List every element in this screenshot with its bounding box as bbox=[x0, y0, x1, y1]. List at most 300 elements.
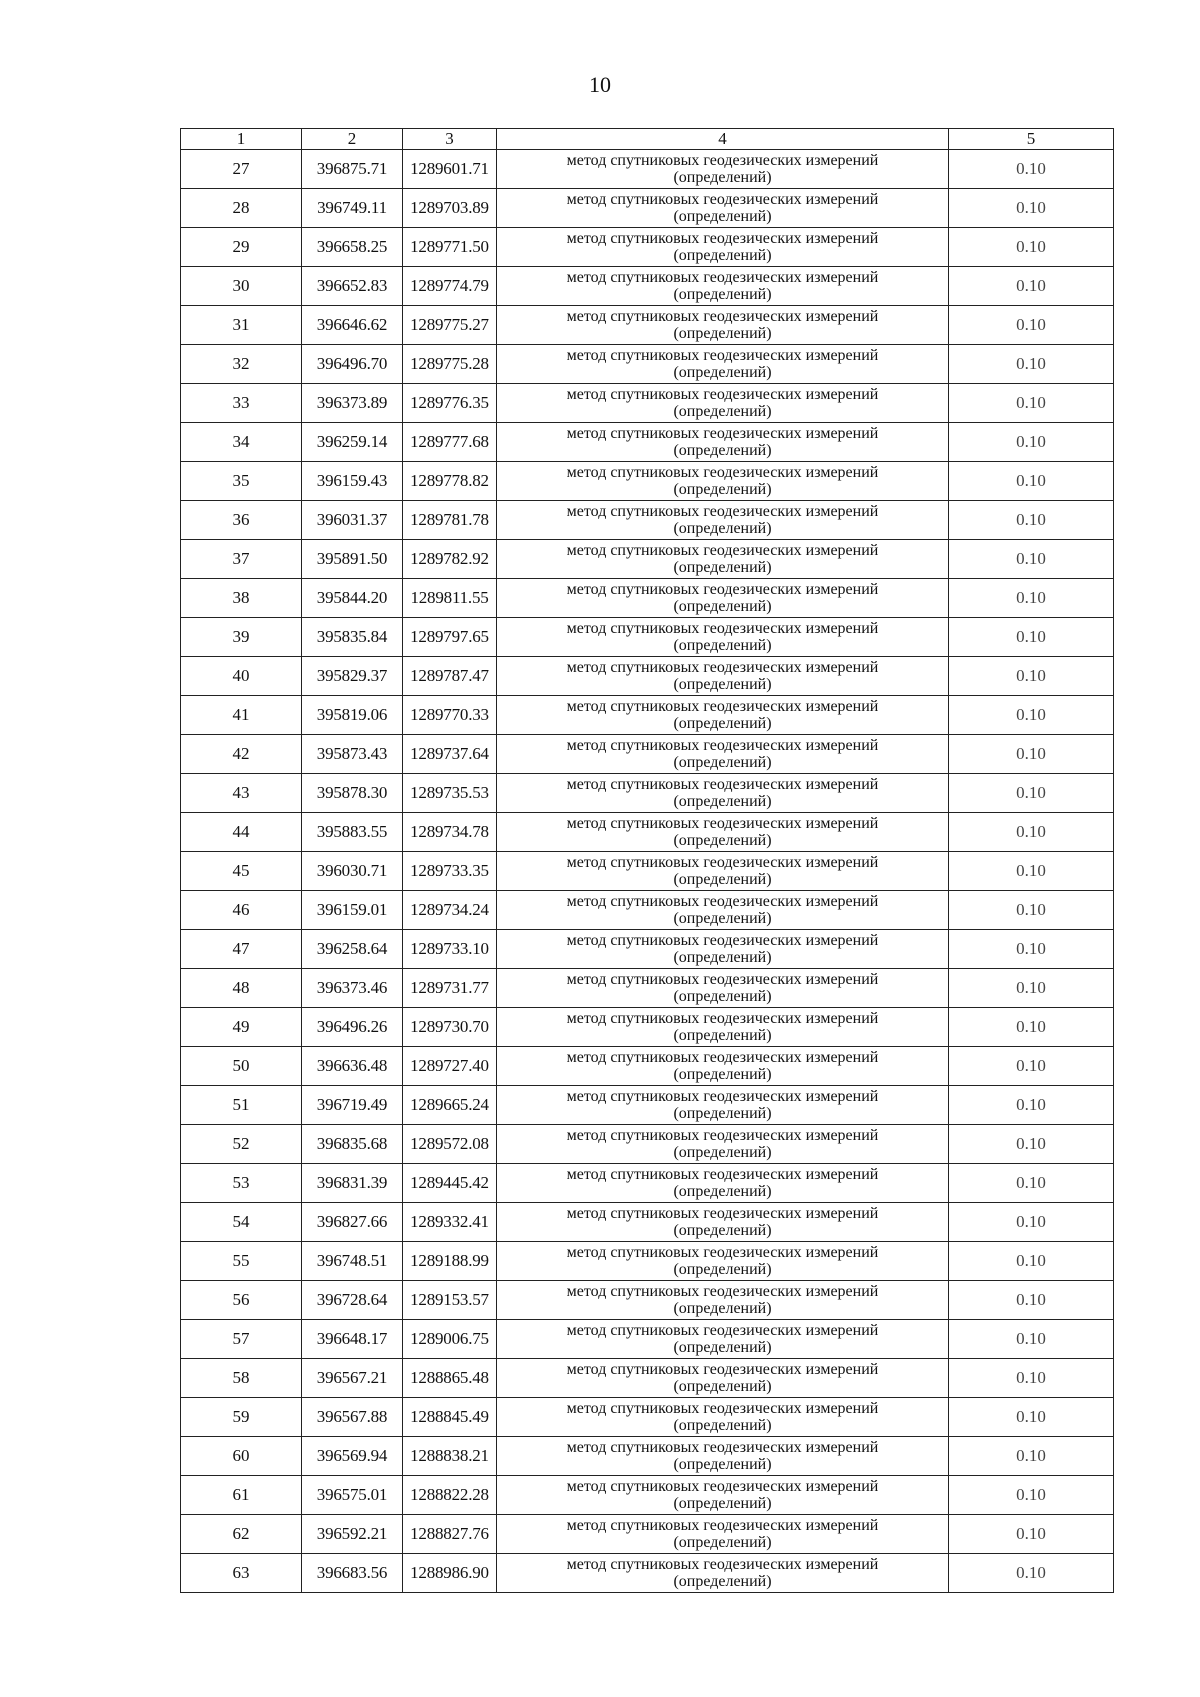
x-coordinate-cell: 396835.68 bbox=[302, 1125, 403, 1164]
method-text-line-1: метод спутниковых геодезических измерений bbox=[566, 581, 879, 598]
x-coordinate-cell: 396728.64 bbox=[302, 1281, 403, 1320]
method-text-line-1: метод спутниковых геодезических измерений bbox=[566, 503, 879, 520]
x-coordinate-cell: 396259.14 bbox=[302, 423, 403, 462]
point-number-cell: 38 bbox=[181, 579, 302, 618]
method-text-line-2: (определений) bbox=[673, 598, 772, 615]
method-text-line-1: метод спутниковых геодезических измерений bbox=[566, 1322, 879, 1339]
y-coordinate-cell: 1289737.64 bbox=[403, 735, 497, 774]
header-row bbox=[181, 129, 1114, 150]
method-text-line-2: (определений) bbox=[673, 1105, 772, 1122]
accuracy-value-cell: 0.10 bbox=[949, 1515, 1114, 1554]
accuracy-value-cell: 0.10 bbox=[949, 150, 1114, 189]
x-coordinate-cell: 395819.06 bbox=[302, 696, 403, 735]
x-coordinate-cell: 396636.48 bbox=[302, 1047, 403, 1086]
method-text-line-1: метод спутниковых геодезических измерений bbox=[566, 815, 879, 832]
x-coordinate-cell: 396373.46 bbox=[302, 969, 403, 1008]
accuracy-value-cell: 0.10 bbox=[949, 930, 1114, 969]
method-cell bbox=[497, 423, 949, 462]
method-text-line-2: (определений) bbox=[673, 1339, 772, 1356]
table-row bbox=[181, 1164, 1114, 1203]
y-coordinate-cell: 1289778.82 bbox=[403, 462, 497, 501]
table-header bbox=[181, 129, 1114, 150]
method-text-line-2: (определений) bbox=[673, 1300, 772, 1317]
accuracy-value-cell: 0.10 bbox=[949, 1008, 1114, 1047]
method-text-line-1: метод спутниковых геодезических измерений bbox=[566, 347, 879, 364]
accuracy-value-cell: 0.10 bbox=[949, 384, 1114, 423]
x-coordinate-cell: 395829.37 bbox=[302, 657, 403, 696]
table-row bbox=[181, 1008, 1114, 1047]
method-text-line-1: метод спутниковых геодезических измерений bbox=[566, 152, 879, 169]
table-row bbox=[181, 891, 1114, 930]
x-coordinate-cell: 395883.55 bbox=[302, 813, 403, 852]
point-number-cell: 40 bbox=[181, 657, 302, 696]
x-coordinate-cell: 396159.01 bbox=[302, 891, 403, 930]
method-text-line-1: метод спутниковых геодезических измерений bbox=[566, 464, 879, 481]
method-text-line-2: (определений) bbox=[673, 988, 772, 1005]
method-text-line-1: метод спутниковых геодезических измерений bbox=[566, 854, 879, 871]
method-text-line-1: метод спутниковых геодезических измерений bbox=[566, 308, 879, 325]
method-text-line-1: метод спутниковых геодезических измерений bbox=[566, 932, 879, 949]
point-number-cell: 44 bbox=[181, 813, 302, 852]
point-number-cell: 51 bbox=[181, 1086, 302, 1125]
method-cell bbox=[497, 1086, 949, 1125]
table-row bbox=[181, 657, 1114, 696]
method-text-line-2: (определений) bbox=[673, 559, 772, 576]
table-row bbox=[181, 1242, 1114, 1281]
method-text-line-2: (определений) bbox=[673, 481, 772, 498]
table-row bbox=[181, 1320, 1114, 1359]
method-cell bbox=[497, 540, 949, 579]
method-cell bbox=[497, 1164, 949, 1203]
point-number-cell: 53 bbox=[181, 1164, 302, 1203]
method-text-line-1: метод спутниковых геодезических измерений bbox=[566, 1127, 879, 1144]
table-row bbox=[181, 852, 1114, 891]
y-coordinate-cell: 1289787.47 bbox=[403, 657, 497, 696]
accuracy-value-cell: 0.10 bbox=[949, 306, 1114, 345]
method-cell bbox=[497, 1398, 949, 1437]
method-text-line-1: метод спутниковых геодезических измерений bbox=[566, 1478, 879, 1495]
x-coordinate-cell: 396648.17 bbox=[302, 1320, 403, 1359]
accuracy-value-cell: 0.10 bbox=[949, 1281, 1114, 1320]
x-coordinate-cell: 396683.56 bbox=[302, 1554, 403, 1593]
method-cell bbox=[497, 1281, 949, 1320]
x-coordinate-cell: 396373.89 bbox=[302, 384, 403, 423]
table-row bbox=[181, 930, 1114, 969]
x-coordinate-cell: 395878.30 bbox=[302, 774, 403, 813]
x-coordinate-cell: 396719.49 bbox=[302, 1086, 403, 1125]
point-number-cell: 63 bbox=[181, 1554, 302, 1593]
method-cell bbox=[497, 1242, 949, 1281]
accuracy-value-cell: 0.10 bbox=[949, 735, 1114, 774]
point-number-cell: 33 bbox=[181, 384, 302, 423]
method-text-line-2: (определений) bbox=[673, 715, 772, 732]
point-number-cell: 62 bbox=[181, 1515, 302, 1554]
method-cell bbox=[497, 345, 949, 384]
method-cell bbox=[497, 462, 949, 501]
point-number-cell: 54 bbox=[181, 1203, 302, 1242]
y-coordinate-cell: 1289770.33 bbox=[403, 696, 497, 735]
column-header-2: 2 bbox=[302, 129, 403, 150]
method-cell bbox=[497, 501, 949, 540]
method-cell bbox=[497, 1476, 949, 1515]
y-coordinate-cell: 1288822.28 bbox=[403, 1476, 497, 1515]
method-text-line-1: метод спутниковых геодезических измерений bbox=[566, 1088, 879, 1105]
y-coordinate-cell: 1288865.48 bbox=[403, 1359, 497, 1398]
accuracy-value-cell: 0.10 bbox=[949, 1203, 1114, 1242]
y-coordinate-cell: 1289782.92 bbox=[403, 540, 497, 579]
table-row bbox=[181, 1203, 1114, 1242]
accuracy-value-cell: 0.10 bbox=[949, 1554, 1114, 1593]
y-coordinate-cell: 1289727.40 bbox=[403, 1047, 497, 1086]
accuracy-value-cell: 0.10 bbox=[949, 423, 1114, 462]
method-text-line-2: (определений) bbox=[673, 208, 772, 225]
x-coordinate-cell: 396827.66 bbox=[302, 1203, 403, 1242]
point-number-cell: 50 bbox=[181, 1047, 302, 1086]
method-text-line-1: метод спутниковых геодезических измерений bbox=[566, 542, 879, 559]
method-text-line-2: (определений) bbox=[673, 832, 772, 849]
point-number-cell: 31 bbox=[181, 306, 302, 345]
table-row bbox=[181, 735, 1114, 774]
y-coordinate-cell: 1288986.90 bbox=[403, 1554, 497, 1593]
table-row bbox=[181, 1515, 1114, 1554]
y-coordinate-cell: 1288838.21 bbox=[403, 1437, 497, 1476]
method-text-line-1: метод спутниковых геодезических измерений bbox=[566, 1205, 879, 1222]
point-number-cell: 49 bbox=[181, 1008, 302, 1047]
point-number-cell: 48 bbox=[181, 969, 302, 1008]
method-cell bbox=[497, 891, 949, 930]
table-row bbox=[181, 579, 1114, 618]
table-row bbox=[181, 1359, 1114, 1398]
accuracy-value-cell: 0.10 bbox=[949, 774, 1114, 813]
y-coordinate-cell: 1289734.24 bbox=[403, 891, 497, 930]
x-coordinate-cell: 396031.37 bbox=[302, 501, 403, 540]
method-text-line-2: (определений) bbox=[673, 364, 772, 381]
y-coordinate-cell: 1289797.65 bbox=[403, 618, 497, 657]
x-coordinate-cell: 396258.64 bbox=[302, 930, 403, 969]
method-text-line-1: метод спутниковых геодезических измерений bbox=[566, 230, 879, 247]
accuracy-value-cell: 0.10 bbox=[949, 1359, 1114, 1398]
accuracy-value-cell: 0.10 bbox=[949, 1437, 1114, 1476]
y-coordinate-cell: 1289006.75 bbox=[403, 1320, 497, 1359]
method-text-line-1: метод спутниковых геодезических измерений bbox=[566, 191, 879, 208]
table-row bbox=[181, 1125, 1114, 1164]
point-number-cell: 46 bbox=[181, 891, 302, 930]
method-text-line-2: (определений) bbox=[673, 1417, 772, 1434]
accuracy-value-cell: 0.10 bbox=[949, 1086, 1114, 1125]
x-coordinate-cell: 396567.88 bbox=[302, 1398, 403, 1437]
column-header-3: 3 bbox=[403, 129, 497, 150]
method-text-line-1: метод спутниковых геодезических измерений bbox=[566, 1361, 879, 1378]
table-row bbox=[181, 423, 1114, 462]
method-text-line-2: (определений) bbox=[673, 1144, 772, 1161]
x-coordinate-cell: 396569.94 bbox=[302, 1437, 403, 1476]
point-number-cell: 60 bbox=[181, 1437, 302, 1476]
method-cell bbox=[497, 1320, 949, 1359]
x-coordinate-cell: 396875.71 bbox=[302, 150, 403, 189]
accuracy-value-cell: 0.10 bbox=[949, 1476, 1114, 1515]
method-text-line-2: (определений) bbox=[673, 1261, 772, 1278]
y-coordinate-cell: 1289332.41 bbox=[403, 1203, 497, 1242]
point-number-cell: 32 bbox=[181, 345, 302, 384]
method-text-line-2: (определений) bbox=[673, 520, 772, 537]
method-text-line-2: (определений) bbox=[673, 793, 772, 810]
point-number-cell: 29 bbox=[181, 228, 302, 267]
accuracy-value-cell: 0.10 bbox=[949, 696, 1114, 735]
accuracy-value-cell: 0.10 bbox=[949, 267, 1114, 306]
method-text-line-1: метод спутниковых геодезических измерений bbox=[566, 1517, 879, 1534]
x-coordinate-cell: 395873.43 bbox=[302, 735, 403, 774]
table-row bbox=[181, 1086, 1114, 1125]
method-text-line-2: (определений) bbox=[673, 1222, 772, 1239]
method-cell bbox=[497, 774, 949, 813]
table-row bbox=[181, 150, 1114, 189]
table-row bbox=[181, 306, 1114, 345]
accuracy-value-cell: 0.10 bbox=[949, 657, 1114, 696]
method-cell bbox=[497, 813, 949, 852]
method-text-line-1: метод спутниковых геодезических измерений bbox=[566, 1439, 879, 1456]
y-coordinate-cell: 1289735.53 bbox=[403, 774, 497, 813]
table-row bbox=[181, 1437, 1114, 1476]
point-number-cell: 42 bbox=[181, 735, 302, 774]
method-cell bbox=[497, 1008, 949, 1047]
table-row bbox=[181, 384, 1114, 423]
x-coordinate-cell: 396030.71 bbox=[302, 852, 403, 891]
column-header-4: 4 bbox=[497, 129, 949, 150]
y-coordinate-cell: 1289811.55 bbox=[403, 579, 497, 618]
y-coordinate-cell: 1289731.77 bbox=[403, 969, 497, 1008]
table-row bbox=[181, 1476, 1114, 1515]
y-coordinate-cell: 1289775.28 bbox=[403, 345, 497, 384]
table-row bbox=[181, 267, 1114, 306]
accuracy-value-cell: 0.10 bbox=[949, 618, 1114, 657]
method-cell bbox=[497, 1047, 949, 1086]
method-cell bbox=[497, 1359, 949, 1398]
method-text-line-1: метод спутниковых геодезических измерений bbox=[566, 737, 879, 754]
method-text-line-1: метод спутниковых геодезических измерений bbox=[566, 1049, 879, 1066]
x-coordinate-cell: 395844.20 bbox=[302, 579, 403, 618]
method-cell bbox=[497, 1203, 949, 1242]
x-coordinate-cell: 396652.83 bbox=[302, 267, 403, 306]
accuracy-value-cell: 0.10 bbox=[949, 462, 1114, 501]
method-text-line-2: (определений) bbox=[673, 325, 772, 342]
accuracy-value-cell: 0.10 bbox=[949, 540, 1114, 579]
method-cell bbox=[497, 1437, 949, 1476]
table-row bbox=[181, 618, 1114, 657]
table-row bbox=[181, 462, 1114, 501]
method-text-line-2: (определений) bbox=[673, 169, 772, 186]
y-coordinate-cell: 1289775.27 bbox=[403, 306, 497, 345]
y-coordinate-cell: 1289188.99 bbox=[403, 1242, 497, 1281]
point-number-cell: 35 bbox=[181, 462, 302, 501]
x-coordinate-cell: 396496.70 bbox=[302, 345, 403, 384]
method-text-line-1: метод спутниковых геодезических измерений bbox=[566, 659, 879, 676]
x-coordinate-cell: 396749.11 bbox=[302, 189, 403, 228]
point-number-cell: 41 bbox=[181, 696, 302, 735]
method-text-line-1: метод спутниковых геодезических измерений bbox=[566, 776, 879, 793]
table-row bbox=[181, 501, 1114, 540]
method-cell bbox=[497, 618, 949, 657]
table-row bbox=[181, 1398, 1114, 1437]
point-number-cell: 27 bbox=[181, 150, 302, 189]
y-coordinate-cell: 1289734.78 bbox=[403, 813, 497, 852]
table-row bbox=[181, 969, 1114, 1008]
point-number-cell: 56 bbox=[181, 1281, 302, 1320]
method-text-line-2: (определений) bbox=[673, 1066, 772, 1083]
method-text-line-2: (определений) bbox=[673, 1456, 772, 1473]
method-text-line-2: (определений) bbox=[673, 754, 772, 771]
accuracy-value-cell: 0.10 bbox=[949, 579, 1114, 618]
accuracy-value-cell: 0.10 bbox=[949, 969, 1114, 1008]
table-row bbox=[181, 540, 1114, 579]
x-coordinate-cell: 396575.01 bbox=[302, 1476, 403, 1515]
x-coordinate-cell: 396748.51 bbox=[302, 1242, 403, 1281]
method-cell bbox=[497, 306, 949, 345]
column-header-5: 5 bbox=[949, 129, 1114, 150]
point-number-cell: 57 bbox=[181, 1320, 302, 1359]
accuracy-value-cell: 0.10 bbox=[949, 1320, 1114, 1359]
method-cell bbox=[497, 150, 949, 189]
method-text-line-2: (определений) bbox=[673, 910, 772, 927]
method-text-line-1: метод спутниковых геодезических измерений bbox=[566, 971, 879, 988]
y-coordinate-cell: 1288845.49 bbox=[403, 1398, 497, 1437]
method-cell bbox=[497, 1515, 949, 1554]
method-text-line-1: метод спутниковых геодезических измерений bbox=[566, 1400, 879, 1417]
x-coordinate-cell: 396592.21 bbox=[302, 1515, 403, 1554]
y-coordinate-cell: 1289776.35 bbox=[403, 384, 497, 423]
method-text-line-1: метод спутниковых геодезических измерений bbox=[566, 269, 879, 286]
x-coordinate-cell: 396159.43 bbox=[302, 462, 403, 501]
method-cell bbox=[497, 852, 949, 891]
method-cell bbox=[497, 735, 949, 774]
method-cell bbox=[497, 579, 949, 618]
method-cell bbox=[497, 1554, 949, 1593]
accuracy-value-cell: 0.10 bbox=[949, 345, 1114, 384]
y-coordinate-cell: 1289777.68 bbox=[403, 423, 497, 462]
accuracy-value-cell: 0.10 bbox=[949, 1164, 1114, 1203]
method-text-line-2: (определений) bbox=[673, 442, 772, 459]
y-coordinate-cell: 1289781.78 bbox=[403, 501, 497, 540]
table-row bbox=[181, 345, 1114, 384]
method-text-line-1: метод спутниковых геодезических измерений bbox=[566, 1166, 879, 1183]
method-text-line-2: (определений) bbox=[673, 1495, 772, 1512]
point-number-cell: 39 bbox=[181, 618, 302, 657]
coordinates-table bbox=[180, 128, 1114, 1593]
method-cell bbox=[497, 930, 949, 969]
method-text-line-2: (определений) bbox=[673, 871, 772, 888]
method-cell bbox=[497, 1125, 949, 1164]
method-text-line-2: (определений) bbox=[673, 403, 772, 420]
method-cell bbox=[497, 228, 949, 267]
method-cell bbox=[497, 969, 949, 1008]
method-cell bbox=[497, 657, 949, 696]
column-header-1: 1 bbox=[181, 129, 302, 150]
method-text-line-2: (определений) bbox=[673, 1027, 772, 1044]
point-number-cell: 45 bbox=[181, 852, 302, 891]
method-text-line-2: (определений) bbox=[673, 286, 772, 303]
x-coordinate-cell: 396496.26 bbox=[302, 1008, 403, 1047]
y-coordinate-cell: 1289771.50 bbox=[403, 228, 497, 267]
table-row bbox=[181, 1047, 1114, 1086]
x-coordinate-cell: 396567.21 bbox=[302, 1359, 403, 1398]
method-text-line-2: (определений) bbox=[673, 1378, 772, 1395]
accuracy-value-cell: 0.10 bbox=[949, 891, 1114, 930]
table-row bbox=[181, 189, 1114, 228]
x-coordinate-cell: 395891.50 bbox=[302, 540, 403, 579]
y-coordinate-cell: 1288827.76 bbox=[403, 1515, 497, 1554]
accuracy-value-cell: 0.10 bbox=[949, 1047, 1114, 1086]
method-text-line-1: метод спутниковых геодезических измерений bbox=[566, 425, 879, 442]
point-number-cell: 43 bbox=[181, 774, 302, 813]
accuracy-value-cell: 0.10 bbox=[949, 501, 1114, 540]
method-text-line-1: метод спутниковых геодезических измерений bbox=[566, 893, 879, 910]
method-text-line-2: (определений) bbox=[673, 1573, 772, 1590]
point-number-cell: 52 bbox=[181, 1125, 302, 1164]
accuracy-value-cell: 0.10 bbox=[949, 852, 1114, 891]
table-row bbox=[181, 1281, 1114, 1320]
point-number-cell: 30 bbox=[181, 267, 302, 306]
y-coordinate-cell: 1289703.89 bbox=[403, 189, 497, 228]
y-coordinate-cell: 1289153.57 bbox=[403, 1281, 497, 1320]
y-coordinate-cell: 1289665.24 bbox=[403, 1086, 497, 1125]
method-text-line-1: метод спутниковых геодезических измерений bbox=[566, 698, 879, 715]
method-text-line-2: (определений) bbox=[673, 247, 772, 264]
method-text-line-1: метод спутниковых геодезических измерений bbox=[566, 1010, 879, 1027]
x-coordinate-cell: 396831.39 bbox=[302, 1164, 403, 1203]
method-text-line-2: (определений) bbox=[673, 949, 772, 966]
y-coordinate-cell: 1289445.42 bbox=[403, 1164, 497, 1203]
method-text-line-1: метод спутниковых геодезических измерений bbox=[566, 1244, 879, 1261]
method-text-line-1: метод спутниковых геодезических измерений bbox=[566, 1556, 879, 1573]
y-coordinate-cell: 1289572.08 bbox=[403, 1125, 497, 1164]
x-coordinate-cell: 396646.62 bbox=[302, 306, 403, 345]
point-number-cell: 28 bbox=[181, 189, 302, 228]
point-number-cell: 34 bbox=[181, 423, 302, 462]
method-cell bbox=[497, 267, 949, 306]
y-coordinate-cell: 1289733.10 bbox=[403, 930, 497, 969]
method-cell bbox=[497, 384, 949, 423]
point-number-cell: 36 bbox=[181, 501, 302, 540]
method-text-line-2: (определений) bbox=[673, 1183, 772, 1200]
y-coordinate-cell: 1289774.79 bbox=[403, 267, 497, 306]
x-coordinate-cell: 395835.84 bbox=[302, 618, 403, 657]
method-text-line-2: (определений) bbox=[673, 676, 772, 693]
point-number-cell: 47 bbox=[181, 930, 302, 969]
y-coordinate-cell: 1289730.70 bbox=[403, 1008, 497, 1047]
point-number-cell: 58 bbox=[181, 1359, 302, 1398]
method-text-line-1: метод спутниковых геодезических измерений bbox=[566, 1283, 879, 1300]
page-number: 10 bbox=[589, 72, 611, 97]
table-body bbox=[181, 150, 1114, 1593]
point-number-cell: 59 bbox=[181, 1398, 302, 1437]
accuracy-value-cell: 0.10 bbox=[949, 189, 1114, 228]
accuracy-value-cell: 0.10 bbox=[949, 228, 1114, 267]
accuracy-value-cell: 0.10 bbox=[949, 813, 1114, 852]
point-number-cell: 37 bbox=[181, 540, 302, 579]
point-number-cell: 61 bbox=[181, 1476, 302, 1515]
method-text-line-1: метод спутниковых геодезических измерений bbox=[566, 620, 879, 637]
method-text-line-2: (определений) bbox=[673, 637, 772, 654]
method-cell bbox=[497, 696, 949, 735]
method-text-line-1: метод спутниковых геодезических измерений bbox=[566, 386, 879, 403]
method-text-line-2: (определений) bbox=[673, 1534, 772, 1551]
y-coordinate-cell: 1289601.71 bbox=[403, 150, 497, 189]
table-row bbox=[181, 1554, 1114, 1593]
table-row bbox=[181, 813, 1114, 852]
accuracy-value-cell: 0.10 bbox=[949, 1125, 1114, 1164]
point-number-cell: 55 bbox=[181, 1242, 302, 1281]
accuracy-value-cell: 0.10 bbox=[949, 1242, 1114, 1281]
accuracy-value-cell: 0.10 bbox=[949, 1398, 1114, 1437]
